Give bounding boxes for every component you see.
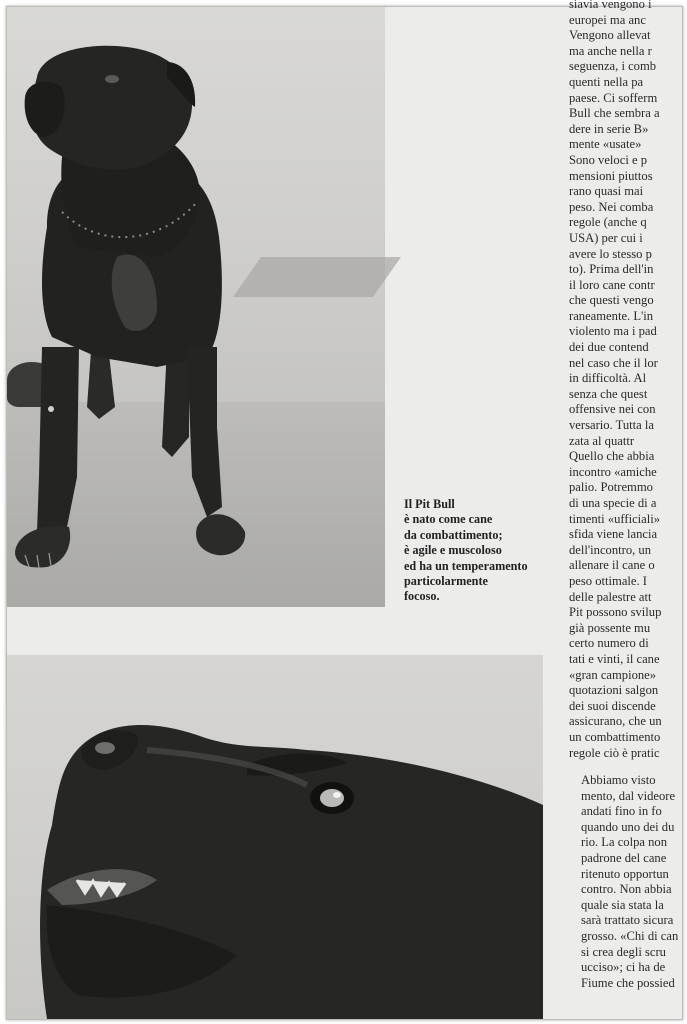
text-line: USA) per cui i [569, 230, 643, 245]
text-line: raneamente. L'in [569, 308, 654, 323]
text-line: Pit possono svilup [569, 605, 662, 620]
text-line: ma anche nella r [569, 43, 652, 58]
magazine-page [6, 0, 683, 1020]
paragraph [569, 773, 682, 991]
article-text-column [569, 0, 682, 1019]
text-line: senza che quest [569, 386, 648, 401]
text-line: certo numero di [569, 636, 649, 651]
text-line: avere lo stesso p [569, 246, 652, 261]
text-line: rano quasi mai [569, 184, 644, 199]
text-line: regole (anche q [569, 215, 647, 230]
standing-dog-illustration [7, 7, 385, 607]
text-line: dei suoi discende [569, 698, 656, 713]
text-line: mento, dal videore [581, 788, 676, 803]
text-line: Bull che sembra a [569, 106, 660, 121]
text-line: il loro cane contr [569, 277, 655, 292]
text-line: seguenza, i comb [569, 59, 657, 74]
text-line: quenti nella pa [569, 74, 644, 89]
text-line: Sono veloci e p [569, 152, 647, 167]
text-line: già possente mu [569, 620, 651, 635]
text-line: in difficoltà. Al [569, 371, 647, 386]
paragraph-gap [569, 761, 682, 773]
text-line: tati e vinti, il cane [569, 651, 660, 666]
caption-line: particolarmente [404, 574, 488, 589]
text-line: contro. Non abbia [581, 882, 672, 897]
text-line: allenare il cane o [569, 558, 655, 573]
dog-head-illustration [7, 655, 543, 1019]
text-line: dell'incontro, un [569, 542, 652, 557]
text-line: quando uno dei du [581, 819, 675, 834]
text-line: si crea degli scru [581, 944, 666, 959]
text-line: assicurano, che un [569, 714, 662, 729]
text-line: delle palestre att [569, 589, 652, 604]
text-line: padrone del cane [581, 851, 667, 866]
text-line: mensioni piuttos [569, 168, 653, 183]
text-line: Abbiamo visto [581, 773, 656, 788]
text-line: rio. La colpa non [581, 835, 668, 850]
text-line: ucciso»; ci ha de [581, 960, 666, 975]
caption-line: è nato come cane [404, 512, 493, 527]
text-line: peso ottimale. I [569, 573, 647, 588]
text-line: Vengono allevat [569, 28, 651, 43]
text-line: grosso. «Chi di can [581, 929, 679, 944]
caption-line: focoso. [404, 589, 440, 604]
text-line: quotazioni salgon [569, 683, 659, 698]
text-line: che questi vengo [569, 293, 654, 308]
text-line: sarà trattato sicura [581, 913, 674, 928]
text-line: un combattimento [569, 729, 661, 744]
text-line: offensive nei con [569, 402, 656, 417]
text-line: zata al quattr [569, 433, 635, 448]
text-line: mente «usate» [569, 137, 642, 152]
caption-line: è agile e muscoloso [404, 543, 502, 558]
caption-line: da combattimento; [404, 527, 503, 542]
photo-dog-head-closeup [7, 655, 543, 1019]
text-line: incontro «amiche [569, 464, 657, 479]
text-line: dere in serie B» [569, 121, 649, 136]
text-line: «gran campione» [569, 667, 657, 682]
photo-standing-pit-bull [7, 7, 385, 607]
text-line: Fiume che possied [581, 975, 675, 990]
caption-line: Il Pit Bull [404, 497, 455, 511]
photo-caption [404, 497, 564, 605]
text-line: paese. Ci sofferm [569, 90, 658, 105]
text-line: dei due contend [569, 340, 649, 355]
paragraph [569, 0, 682, 761]
text-line: sfida viene lancia [569, 527, 658, 542]
text-line: versario. Tutta la [569, 418, 655, 433]
text-line: nel caso che il lor [569, 355, 658, 370]
text-line: ritenuto opportun [581, 866, 669, 881]
text-line: di una specie di a [569, 496, 657, 510]
text-line: to). Prima dell'in [569, 262, 654, 277]
text-line: palio. Potremmo [569, 480, 653, 495]
text-line: Quello che abbia [569, 449, 655, 464]
text-line: peso. Nei comba [569, 199, 654, 214]
text-line: europei ma anc [569, 12, 646, 27]
text-line: regole ciò è pratic [569, 745, 660, 760]
text-line: quale sia stata la [581, 897, 664, 912]
text-line: siavia vengono i [569, 0, 652, 11]
text-line: timenti «ufficiali» [569, 511, 661, 526]
text-line: andati fino in fo [581, 804, 662, 819]
caption-line: ed ha un temperamento [404, 558, 528, 573]
text-line: violento ma i pad [569, 324, 657, 339]
